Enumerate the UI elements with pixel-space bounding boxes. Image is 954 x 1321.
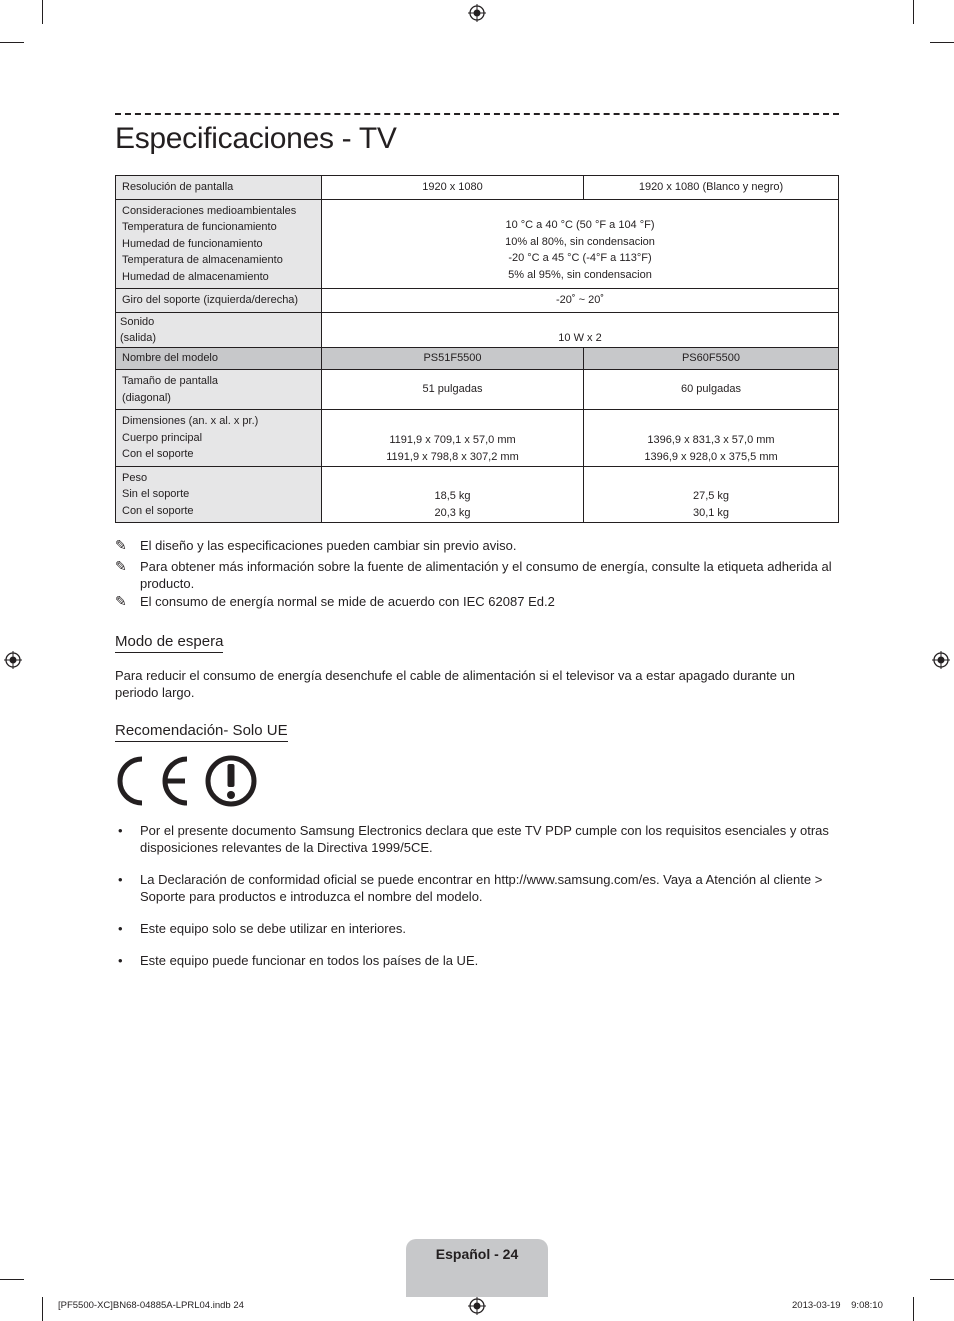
crop-mark xyxy=(42,0,43,24)
page-title: Especificaciones - TV xyxy=(115,122,397,155)
spec-label-line: Con el soporte xyxy=(122,504,194,517)
crop-mark xyxy=(913,1297,914,1321)
spec-label-line: Sin el soporte xyxy=(122,488,190,501)
notes-list xyxy=(115,537,839,611)
pencil-note-icon: ✎ xyxy=(115,593,127,609)
eu-bullets xyxy=(115,822,839,984)
spec-label: Resolución de pantalla xyxy=(116,176,322,200)
standby-heading: Modo de espera xyxy=(115,633,223,653)
spec-value-line: 1396,9 x 928,0 x 375,5 mm xyxy=(644,450,778,463)
table-row xyxy=(116,370,839,410)
ce-alert-logo-icon xyxy=(115,755,260,809)
spec-value: 1920 x 1080 xyxy=(322,176,584,200)
spec-label-line: Temperatura de funcionamiento xyxy=(122,221,277,234)
crop-mark xyxy=(0,1279,24,1280)
list-item-text: Este equipo puede funcionar en todos los países de la UE. xyxy=(140,953,479,968)
spec-label xyxy=(116,410,322,467)
spec-value-line: 1396,9 x 831,3 x 57,0 mm xyxy=(647,434,775,446)
spec-label-line: Sonido xyxy=(120,315,155,328)
list-item-text: La Declaración de conformidad oficial se puede encontrar en http://www.samsung.com/es. Vaya a Atención al cliente > Soporte para productos e introduzca el nombre del modelo. xyxy=(140,872,823,904)
spec-value xyxy=(322,200,839,289)
table-row xyxy=(116,200,839,289)
spec-value: PS60F5500 xyxy=(584,348,839,370)
spec-value xyxy=(584,410,839,467)
crop-mark xyxy=(0,42,24,43)
list-item-text: Este equipo solo se debe utilizar en interiores. xyxy=(140,921,406,936)
spec-value-line: 10% al 80%, sin condensacion xyxy=(505,235,655,248)
spec-value: 1920 x 1080 (Blanco y negro) xyxy=(584,176,839,200)
list-item: • Este equipo solo se debe utilizar en interiores. xyxy=(118,921,406,936)
note-text: El consumo de energía normal se mide de acuerdo con IEC 62087 Ed.2 xyxy=(140,594,555,609)
registration-mark-icon xyxy=(4,651,22,669)
spec-value-line: 1191,9 x 709,1 x 57,0 mm xyxy=(389,434,516,446)
spec-label-line: Humedad de funcionamiento xyxy=(122,237,263,250)
spec-value-line: 5% al 95%, sin condensacion xyxy=(508,268,652,281)
spec-value: 60 pulgadas xyxy=(584,370,839,410)
pencil-note-icon: ✎ xyxy=(115,558,127,574)
spec-label xyxy=(116,467,322,523)
spec-label-line: (salida) xyxy=(120,332,157,344)
note-item xyxy=(115,593,839,610)
spec-value: -20˚ ~ 20˚ xyxy=(322,289,839,313)
standby-text: Para reducir el consumo de energía desenchufe el cable de alimentación si el televisor va a estar apagado durante un periodo largo. xyxy=(115,668,796,700)
spec-label-line: Consideraciones medioambientales xyxy=(122,204,297,217)
spec-value-line: 27,5 kg xyxy=(692,490,730,502)
spec-value xyxy=(322,410,584,467)
list-item: • Este equipo puede funcionar en todos los países de la UE. xyxy=(118,953,479,968)
registration-mark-icon xyxy=(932,651,950,669)
spec-label xyxy=(116,313,322,348)
spec-label-line: Con el soporte xyxy=(122,448,194,461)
note-item xyxy=(115,537,839,554)
spec-value: 10 W x 2 xyxy=(322,313,839,348)
spec-value-line: 30,1 kg xyxy=(692,506,730,519)
spec-label xyxy=(116,200,322,289)
spec-label-line: (diagonal) xyxy=(122,391,171,404)
spec-value-line: -20 °C a 45 °C (-4°F a 113°F) xyxy=(508,252,652,264)
table-row xyxy=(116,467,839,523)
spec-label: Nombre del modelo xyxy=(116,348,322,370)
spec-label: Giro del soporte (izquierda/derecha) xyxy=(116,289,322,313)
spec-value-line: 1191,9 x 798,8 x 307,2 mm xyxy=(386,450,519,463)
table-row xyxy=(116,410,839,467)
list-item-text: Por el presente documento Samsung Electronics declara que este TV PDP cumple con los requisitos esenciales y otras disposiciones relevantes de la Directiva 1999/5CE. xyxy=(140,823,829,855)
spec-value xyxy=(584,467,839,523)
spec-value-line: 20,3 kg xyxy=(434,506,471,519)
crop-mark xyxy=(42,1297,43,1321)
crop-mark xyxy=(930,1279,954,1280)
note-text: El diseño y las especificaciones pueden cambiar sin previo aviso. xyxy=(140,538,517,553)
title-rule xyxy=(115,113,839,115)
table-row xyxy=(116,176,839,200)
registration-mark-icon xyxy=(468,1297,486,1315)
print-file-info: [PF5500-XC]BN68-04885A-LPRL04.indb 24 xyxy=(58,1300,244,1311)
spec-label-line: Humedad de almacenamiento xyxy=(122,270,269,283)
spec-label xyxy=(116,370,322,410)
note-text: Para obtener más información sobre la fuente de alimentación y el consumo de energía, consulte la etiqueta adherida al producto. xyxy=(140,559,832,591)
registration-mark-icon xyxy=(468,4,486,22)
page-number-label: Español - 24 xyxy=(435,1246,519,1262)
pencil-note-icon: ✎ xyxy=(115,537,127,553)
spec-value xyxy=(322,467,584,523)
list-item: • Por el presente documento Samsung Electronics declara que este TV PDP cumple con los requisitos esenciales y otras disposiciones relevantes de la Directiva 1999/5CE. xyxy=(118,823,829,855)
spec-value-line: 18,5 kg xyxy=(434,490,471,502)
table-row xyxy=(116,313,839,348)
spec-label-line: Temperatura de almacenamiento xyxy=(122,254,283,267)
spec-label-line: Cuerpo principal xyxy=(122,431,203,444)
print-date-info: 2013-03-19 9:08:10 xyxy=(792,1300,883,1311)
spec-label-line: Tamaño de pantalla xyxy=(122,375,219,387)
note-item xyxy=(115,558,839,592)
spec-value: 51 pulgadas xyxy=(322,370,584,410)
crop-mark xyxy=(913,0,914,24)
spec-label-line: Peso xyxy=(122,471,148,484)
table-row xyxy=(116,348,839,370)
spec-label-line: Dimensiones (an. x al. x pr.) xyxy=(122,415,259,428)
spec-value: PS51F5500 xyxy=(322,348,584,370)
spec-table xyxy=(115,175,839,523)
list-item: • La Declaración de conformidad oficial se puede encontrar en http://www.samsung.com/es. Vaya a Atención al cliente > Soporte para productos e introduzca el nombre del modelo. xyxy=(118,872,823,904)
crop-mark xyxy=(930,42,954,43)
table-row xyxy=(116,289,839,313)
spec-value-line: 10 °C a 40 °C (50 °F a 104 °F) xyxy=(505,219,655,231)
eu-heading: Recomendación- Solo UE xyxy=(115,722,288,742)
